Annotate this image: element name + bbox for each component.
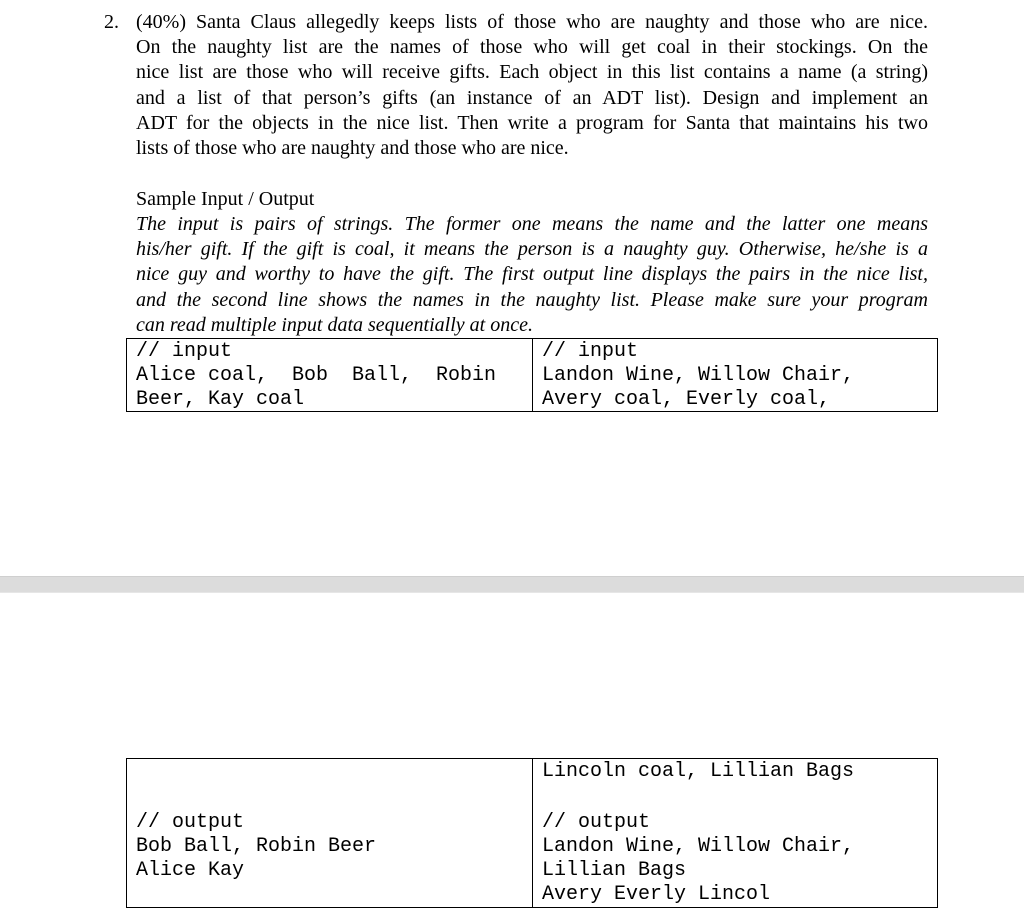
description-line: can read multiple input data sequentially at once. xyxy=(136,313,533,336)
description-line: and the second line shows the names in the naughty list. Please make sure your program xyxy=(136,288,928,311)
output-cell-right xyxy=(533,759,937,907)
description-line: The input is pairs of strings. The former one means the name and the latter one means xyxy=(136,213,928,235)
input-header: // input xyxy=(542,340,639,363)
question-paragraph xyxy=(136,10,928,161)
input-line: Alice coal, Bob Ball, Robin xyxy=(136,364,497,387)
input-line: Avery coal, Everly coal, xyxy=(542,388,831,411)
question-number: 2. xyxy=(104,11,119,33)
output-line: Avery Everly Lincol xyxy=(542,883,771,906)
input-line: Beer, Kay coal xyxy=(136,388,305,411)
paragraph-line: nice list are those who will receive gifts. Each object in this list contains a name (a string) xyxy=(136,61,928,84)
input-cell-left xyxy=(127,339,533,411)
paragraph-line: and a list of that person’s gifts (an instance of an ADT list). Design and implement an xyxy=(136,86,928,109)
input-header: // input xyxy=(136,340,233,363)
paragraph-line: ADT for the objects in the nice list. Then write a program for Santa that maintains his two xyxy=(136,111,928,134)
output-header: // output xyxy=(542,811,651,834)
output-block-left xyxy=(136,811,376,883)
paragraph-line: lists of those who are naughty and those who are nice. xyxy=(136,137,569,160)
paragraph-line: On the naughty list are the names of those who will get coal in their stockings. On the xyxy=(136,36,928,59)
page-break-divider xyxy=(0,576,1024,593)
sample-io-description xyxy=(136,212,928,338)
sample-io-heading: Sample Input / Output xyxy=(136,188,315,210)
sample-input-table xyxy=(126,338,938,412)
output-line: Alice Kay xyxy=(136,859,245,882)
output-header: // output xyxy=(136,811,245,834)
sample-output-table xyxy=(126,758,938,908)
paragraph-line: (40%) Santa Claus allegedly keeps lists of those who are naughty and those who are nice. xyxy=(136,11,928,33)
output-line: Landon Wine, Willow Chair, xyxy=(542,835,855,858)
description-line: nice guy and worthy to have the gift. The first output line displays the pairs in the nice list, xyxy=(136,263,928,286)
input-continuation-line: Lincoln coal, Lillian Bags xyxy=(542,760,855,783)
input-cell-right xyxy=(533,339,937,411)
description-line: his/her gift. If the gift is coal, it means the person is a naughty guy. Otherwise, he/she is a xyxy=(136,238,928,261)
output-cell-left xyxy=(127,759,533,907)
output-line: Bob Ball, Robin Beer xyxy=(136,835,377,858)
output-block-right xyxy=(542,811,854,907)
input-line: Landon Wine, Willow Chair, xyxy=(542,364,855,387)
output-line: Lillian Bags xyxy=(542,859,687,882)
